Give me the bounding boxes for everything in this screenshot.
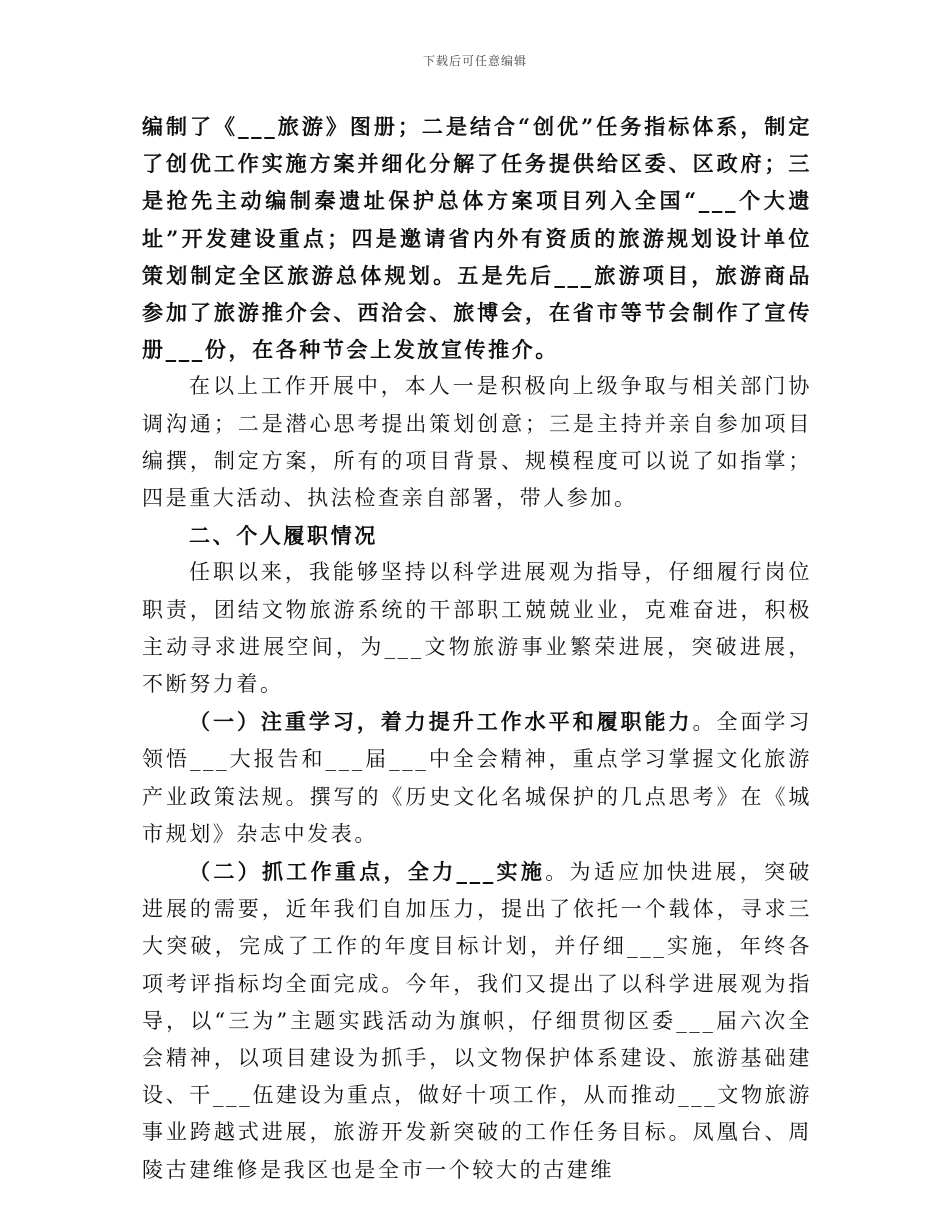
page-header-watermark: 下载后可任意编辑 bbox=[422, 54, 527, 68]
paragraph-study-text: 。全面学习领悟___大报告和___届___中全会精神，重点学习掌握文化旅游产业政策法规。撰写的《历史文化名城保护的几点思考》在《城市规划》杂志中发表。 bbox=[142, 710, 813, 846]
paragraph-key-work-text: 。为适应加快进展，突破进展的需要，近年我们自加压力，提出了依托一个载体，寻求三大突破，完成了工作的年度目标计划，并仔细___实施，年终各项考评指标均全面完成。今年，我们又提出了以科学进展观为指导，以“三为”主题实践活动为旗帜，仔细贯彻区委___届六次全会精神，以项目建设为抓手，以文物保护体系建设、旅游基础建设、干___伍建设为重点，做好十项工作，从而推动___文物旅游事业跨越式进展，旅游开发新突破的工作任务目标。凤凰台、周陵古建维修是我区也是全市一个较大的古建维 bbox=[142, 860, 812, 1182]
paragraph-work-summary: 在以上工作开展中，本人一是积极向上级争取与相关部门协调沟通；二是潜心思考提出策划创意；三是主持并亲自参加项目编撰，制定方案，所有的项目背景、规模程度可以说了如指掌；四是重大活动、执法检查亲自部署，带人参加。 bbox=[142, 374, 812, 511]
subheading-key-work: （二）抓工作重点，全力___实施 bbox=[189, 859, 546, 885]
section-heading: 二、个人履职情况 bbox=[189, 523, 378, 549]
subheading-study: （一）注重学习，着力提升工作水平和履职能力 bbox=[189, 709, 693, 735]
paragraph-duty-performance: 任职以来，我能够坚持以科学进展观为指导，仔细履行岗位职责，团结文物旅游系统的干部职工兢兢业业，克难奋进，积极主动寻求进展空间，为___文物旅游事业繁荣进展，突破进展，不断努力着。 bbox=[142, 560, 812, 697]
paragraph-study bbox=[142, 703, 812, 853]
paragraph-key-work bbox=[142, 853, 812, 1189]
paragraph-continued: 编制了《___旅游》图册；二是结合“创优”任务指标体系，制定了创优工作实施方案并细化分解了任务提供给区委、区政府；三是抢先主动编制秦遗址保护总体方案项目列入全国“___个大遗址”开发建设重点；四是邀请省内外有资质的旅游规划设计单位策划制定全区旅游总体规划。五是先后___旅游项目，旅游商品参加了旅游推介会、西洽会、旅博会，在省市等节会制作了宣传册___份，在各种节会上发放宣传推介。 bbox=[142, 114, 812, 363]
document-body bbox=[142, 108, 812, 1189]
